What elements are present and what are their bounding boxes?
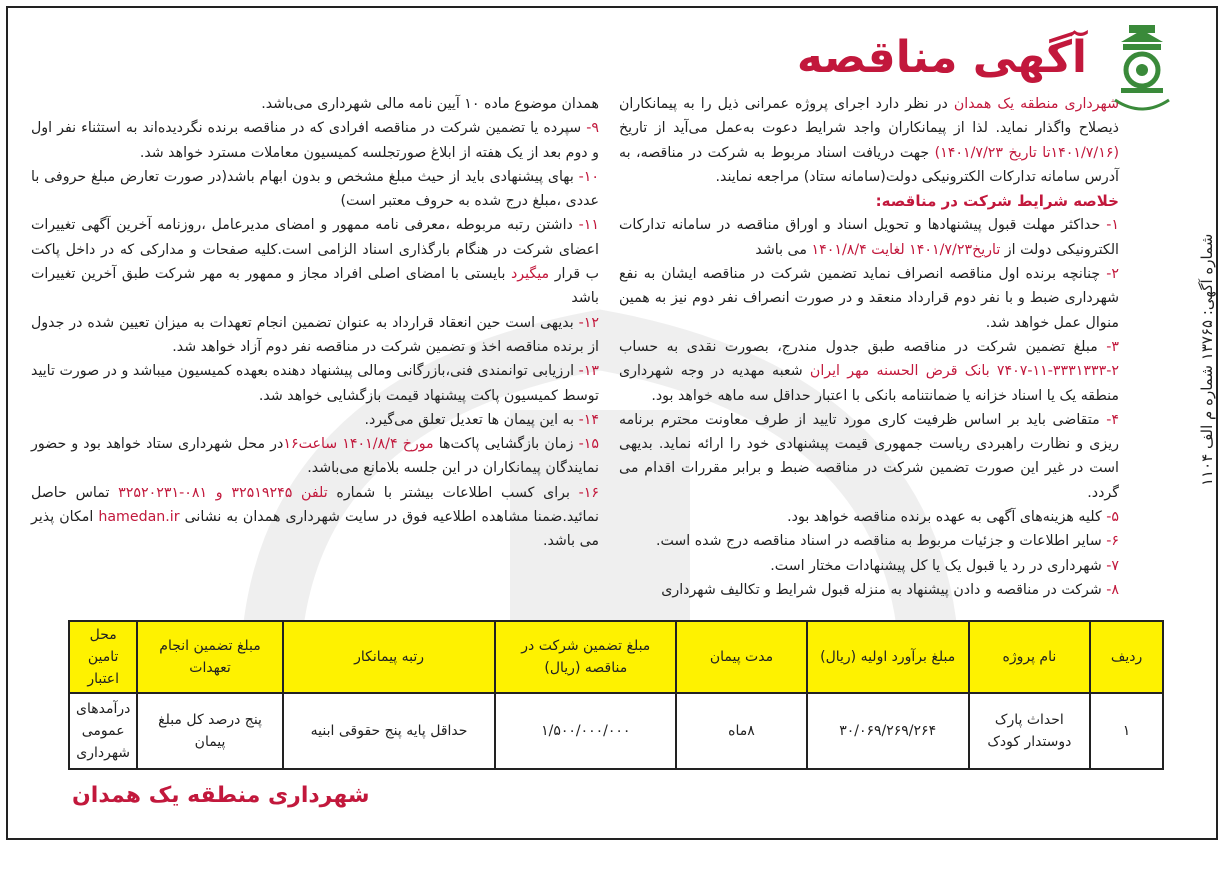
condition-item-12: ۱۲- بدیهی است حین انعقاد قرارداد به عنوان تضمین انجام تعهدات به میزان تعیین شده در جدول از برنده مناقصه اخذ و تضمین شرکت در مناقصه نفر دوم آزاد خواهد شد. [31, 314, 599, 355]
table-row [69, 693, 1163, 769]
right-column [619, 92, 1119, 602]
condition-item-4: ۴- متقاضی باید بر اساس ظرفیت کاری مورد تایید از طرف معاونت محترم برنامه ریزی و نظارت راهبردی ریاست جمهوری قیمت پیشنهادی خود را ارائه نماید. بدیهی است در غیر این صورت تضمین شرکت در مناقصه ضبط و برابر مقررات اقدام می گردد. [619, 411, 1119, 501]
page-title: آگهی مناقصه [796, 32, 1087, 83]
cell-duration: ۸ماه [676, 693, 807, 769]
condition-item-5: ۵- کلیه هزینه‌های آگهی به عهده برنده مناقصه خواهد بود. [787, 509, 1119, 526]
condition-item-13: ۱۳- ارزیابی توانمندی فنی،بازرگانی ومالی پیشنهاد دهنده بعهده کمیسیون میباشد و در صورت تایید توسط کمیسیون پاکت پیشنهاد قیمت بازگشایی خواهد شد. [31, 363, 599, 404]
left-column [31, 92, 599, 554]
condition-item-11: ۱۱- داشتن رتبه مربوطه ،معرفی نامه ممهور و امضای مدیرعامل ،روزنامه آخرین آگهی تغییرات اعضای شرکت در هنگام بارگذاری اسناد الزامی است.کلیه صفحات و مدارکی که در داخل پاکت ب قرار میگیرد بایستی با امضای اصلی افراد مجاز و ممهور به مهر شرکت طبق آخرین تغییرات باشد [31, 217, 600, 307]
header-estimate: مبلغ برآورد اولیه (ریال) [807, 621, 969, 693]
cell-participation-guarantee: ۱/۵۰۰/۰۰۰/۰۰۰ [495, 693, 676, 769]
condition-item-2: ۲- چنانچه برنده اول مناقصه انصراف نماید تضمین شرکت در مناقصه ایشان به نفع شهرداری ضبط و با نفر دوم قرارداد منعقد و در صورت انصراف نفر دوم نیز به همین منوال عمل خواهد شد. [619, 266, 1119, 331]
conditions-heading: خلاصه شرایط شرکت در مناقصه: [875, 192, 1119, 211]
tender-date-range: (۱۴۰۱/۷/۱۶تا تاریخ ۱۴۰۱/۷/۲۳) [934, 144, 1119, 161]
header-contractor-grade: رتبه پیمانکار [283, 621, 496, 693]
condition-item-8: ۸- شرکت در مناقصه و دادن پیشنهاد به منزله قبول شرایط و تکالیف شهرداری [661, 581, 1119, 598]
cell-row-number: ۱ [1090, 693, 1163, 769]
ad-number: شماره آگهی: ۱۳۷۶۵ شماره م الف ۱۱۰۴ [1198, 233, 1216, 487]
opening-datetime: مورخ ۱۴۰۱/۸/۴ ساعت۱۶ [283, 436, 434, 453]
project-table [68, 620, 1164, 770]
cell-contractor-grade: حداقل پایه پنج حقوقی ابنیه [283, 693, 496, 769]
condition-item-7: ۷- شهرداری در رد یا قبول یک یا کل پیشنهادات مختار است. [770, 557, 1119, 574]
header-participation-guarantee: مبلغ تضمین شرکت در مناقصه (ریال) [495, 621, 676, 693]
condition-item-10: ۱۰- بهای پیشنهادی باید از حیث مبلغ مشخص و بدون ابهام باشد(در صورت تعارض مبلغ حروفی با عددی ،مبلغ درج شده به حروف معتبر است) [31, 168, 600, 210]
submission-dates: تاریخ۱۴۰۱/۷/۲۳ لغایت ۱۴۰۱/۸/۴ [811, 241, 1001, 258]
cell-performance-guarantee: پنج درصد کل مبلغ پیمان [137, 693, 282, 769]
cell-funding-source: درآمدهای عمومی شهرداری [69, 693, 137, 769]
condition-item-9: ۹- سپرده یا تضمین شرکت در مناقصه افرادی که در مناقصه برنده نگردیده‌اند به استثناء نفر اول و دوم بعد از یک هفته از ابلاغ صورتجلسه کمیسیون معاملات مسترد خواهد شد. [31, 120, 599, 161]
intro-paragraph: شهرداری منطقه یک همدان در نظر دارد اجرای پروژه عمرانی ذیل را به پیمانکاران ذیصلاح واگذار نماید. لذا از پیمانکاران واجد شرایط دعوت به‌عمل می‌آید از تاریخ (۱۴۰۱/۷/۱۶تا تاریخ ۱۴۰۱/۷/۲۳) جهت دریافت اسناد مربوط به شرکت در مناقصه، به آدرس سامانه تدارکات الکترونیکی دولت(سامانه ستاد) مراجعه نمایند. [619, 96, 1119, 185]
header-project-name: نام پروژه [969, 621, 1091, 693]
condition-item-6: ۶- سایر اطلاعات و جزئیات مربوط به مناقصه در اسناد مناقصه درج شده است. [655, 533, 1119, 550]
cell-estimate: ۳۰/۰۶۹/۲۶۹/۲۶۴ [807, 693, 969, 769]
header-funding-source: محل تامین اعتبار [69, 621, 137, 693]
municipality-name: شهرداری منطقه یک همدان [953, 96, 1119, 112]
condition-item-14: ۱۴- به این پیمان ها تعدیل تعلق می‌گیرد. [364, 411, 599, 428]
condition-item-8-continued: همدان موضوع ماده ۱۰ آیین نامه مالی شهرداری می‌باشد. [261, 96, 599, 112]
table-header-row [69, 621, 1163, 693]
condition-item-3: ۳- مبلغ تضمین شرکت در مناقصه طبق جدول مندرج، بصورت نقدی به حساب ۲-۳۳۳۱۳۳۳-۱۱-۷۴۰۷ بانک قرض الحسنه مهر ایران شعبه مهدیه در وجه شهرداری منطقه یک یا اسناد خزانه یا ضمانتنامه بانکی با اعتبار حداقل سه ماهه خواهد بود. [619, 338, 1120, 404]
header-performance-guarantee: مبلغ تضمین انجام تعهدات [137, 621, 282, 693]
header-duration: مدت پیمان [676, 621, 807, 693]
condition-item-1: ۱- حداکثر مهلت قبول پیشنهادها و تحویل اسناد و اوراق مناقصه در سامانه تدارکات الکترونیکی دولت از تاریخ۱۴۰۱/۷/۲۳ لغایت ۱۴۰۱/۸/۴ می باشد [619, 217, 1119, 258]
cell-project-name: احداث پارک دوستدار کودک [969, 693, 1091, 769]
footer-signature: شهرداری منطقه یک همدان [72, 783, 370, 808]
condition-item-15: ۱۵- زمان بازگشایی پاکت‌ها مورخ ۱۴۰۱/۸/۴ ساعت۱۶در محل شهرداری ستاد خواهد بود و حضور نمایندگان پیمانکاران در این جلسه بلامانع می‌باشد. [31, 436, 599, 477]
header-row-number: ردیف [1090, 621, 1163, 693]
website-link[interactable]: hamedan.ir [98, 509, 180, 526]
phone-numbers: تلفن ۳۲۵۱۹۲۴۵ و ۰۸۱-۳۲۵۲۰۲۳۱ [118, 484, 328, 501]
bank-account: ۲-۳۳۳۱۳۳۳-۱۱-۷۴۰۷ بانک قرض الحسنه مهر ایران [809, 363, 1119, 380]
condition-item-16: ۱۶- برای کسب اطلاعات بیشتر با شماره تلفن ۳۲۵۱۹۲۴۵ و ۰۸۱-۳۲۵۲۰۲۳۱ تماس حاصل نمائید.ضمنا مشاهده اطلاعیه فوق در سایت شهرداری همدان به نشانی hamedan.ir امکان پذیر می باشد. [31, 484, 600, 550]
